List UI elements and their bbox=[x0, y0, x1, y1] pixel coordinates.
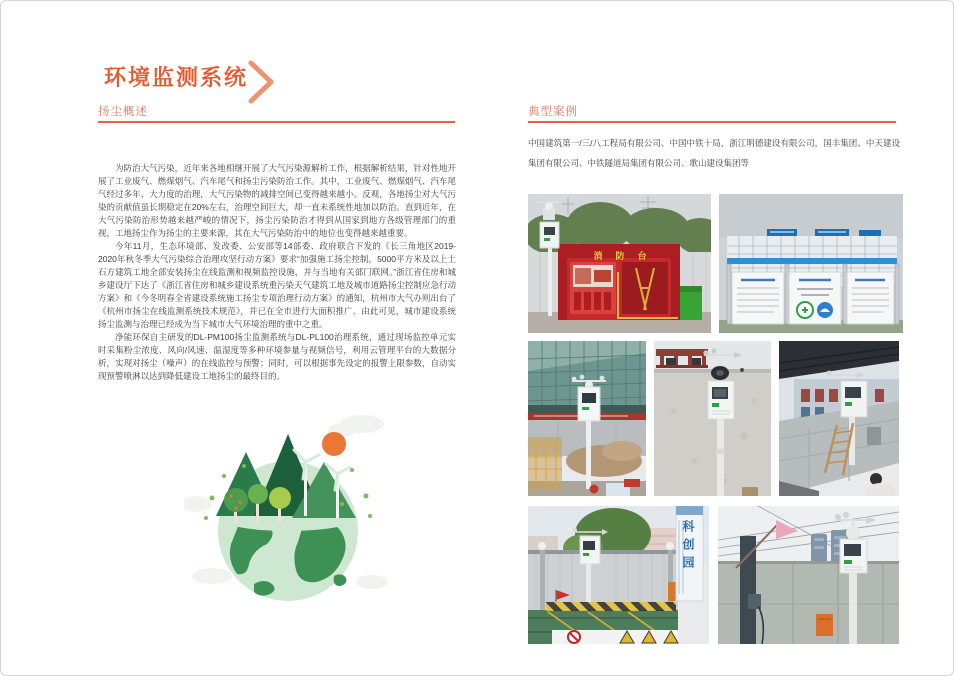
dust-overview-text bbox=[98, 162, 456, 383]
site-offices-notice-boards-photo bbox=[719, 194, 903, 333]
paragraph: 净能环保自主研发的DL-PM100扬尘监测系统与DL-PL100治理系统，通过现场监控单元实时采集粉尘浓度、风向/风速、温湿度等多种环境参量与视频信号，利用云管理平台的大数据分析，实现对扬尘（噪声）的在线监控与预警；同时，可以根据事先设定的报警上限参数，自动实现预警喷淋以达到降低建设工地扬尘的最终目的。 bbox=[98, 332, 456, 381]
section-heading-typical-cases: 典型案例 bbox=[528, 106, 578, 118]
dust-monitor-site-fence-photo bbox=[528, 506, 709, 644]
tech-park-banner-text: 科创园 bbox=[681, 520, 695, 574]
fire-station-sign-text: 消防台 bbox=[593, 251, 660, 261]
dust-monitor-wall-powerlines-photo bbox=[718, 506, 899, 644]
section-heading-dust-overview: 扬尘概述 bbox=[98, 106, 148, 118]
paragraph: 为防治大气污染，近年来各地相继开展了大气污染源解析工作，根据解析结果，针对性地开展了工业废气、燃煤烟气、汽车尾气和扬尘污染防治工作。其中，工业废气、燃煤烟气、汽车尾气经过多年、大力度的治理，大气污染物的减排空间已变得越来越小。反观，各地扬尘对大气污染的贡献值虽长期稳定在20%左右，治理空间巨大，却一直未系统性地加以防治。直到近年，在大气污染防治形势越来越严峻的情况下，扬尘污染防治才得到从国家到地方各级管理部门的重视，工地扬尘作为扬尘的主要来源，其在大气污染防治中的地位也变得越来越重要。 bbox=[98, 163, 456, 238]
paragraph: 今年11月，生态环境部、发改委、公安部等14部委、政府联合下发的《长三角地区2019-2020年秋冬季大气污染综合治理攻坚行动方案》要求“加强施工扬尘控制，5000平方米及以上土石方建筑工地全部安装扬尘在线监测和视频监控设施，并与当地有关部门联网。”浙江省住房和城乡建设厅下达了《浙江省住房和城乡建设系统重污染天气建筑工地及城市道路扬尘控制应急行动方案》和《今冬明春全省建设系统施工扬尘专项治理行动方案》的通知，杭州市大气办则出台了《杭州市扬尘在线监测系统技术规范》，并已在全市进行大面积推广。由此可见，城市建设系统扬尘监测与治理已经成为当下城市大气环境治理的重中之重。 bbox=[98, 241, 456, 329]
green-earth-eco-illustration bbox=[184, 404, 396, 606]
section-rule-right bbox=[528, 121, 896, 123]
dust-monitor-glass-building-photo bbox=[528, 341, 646, 496]
fire-equipment-station-photo bbox=[528, 194, 711, 333]
section-rule-left bbox=[98, 121, 455, 123]
chevron-right-icon bbox=[247, 59, 277, 105]
dust-monitor-canopy-photo bbox=[779, 341, 899, 496]
client-list: 中国建筑第一/三/八工程局有限公司、中国中铁十局，浙江明德建设有限公司，国丰集团、中天建设集团有限公司、中铁隧道局集团有限公司、歌山建设集团等 bbox=[528, 138, 900, 168]
dust-monitor-concrete-wall-photo bbox=[654, 341, 771, 496]
page-title: 环境监测系统 bbox=[104, 65, 249, 90]
